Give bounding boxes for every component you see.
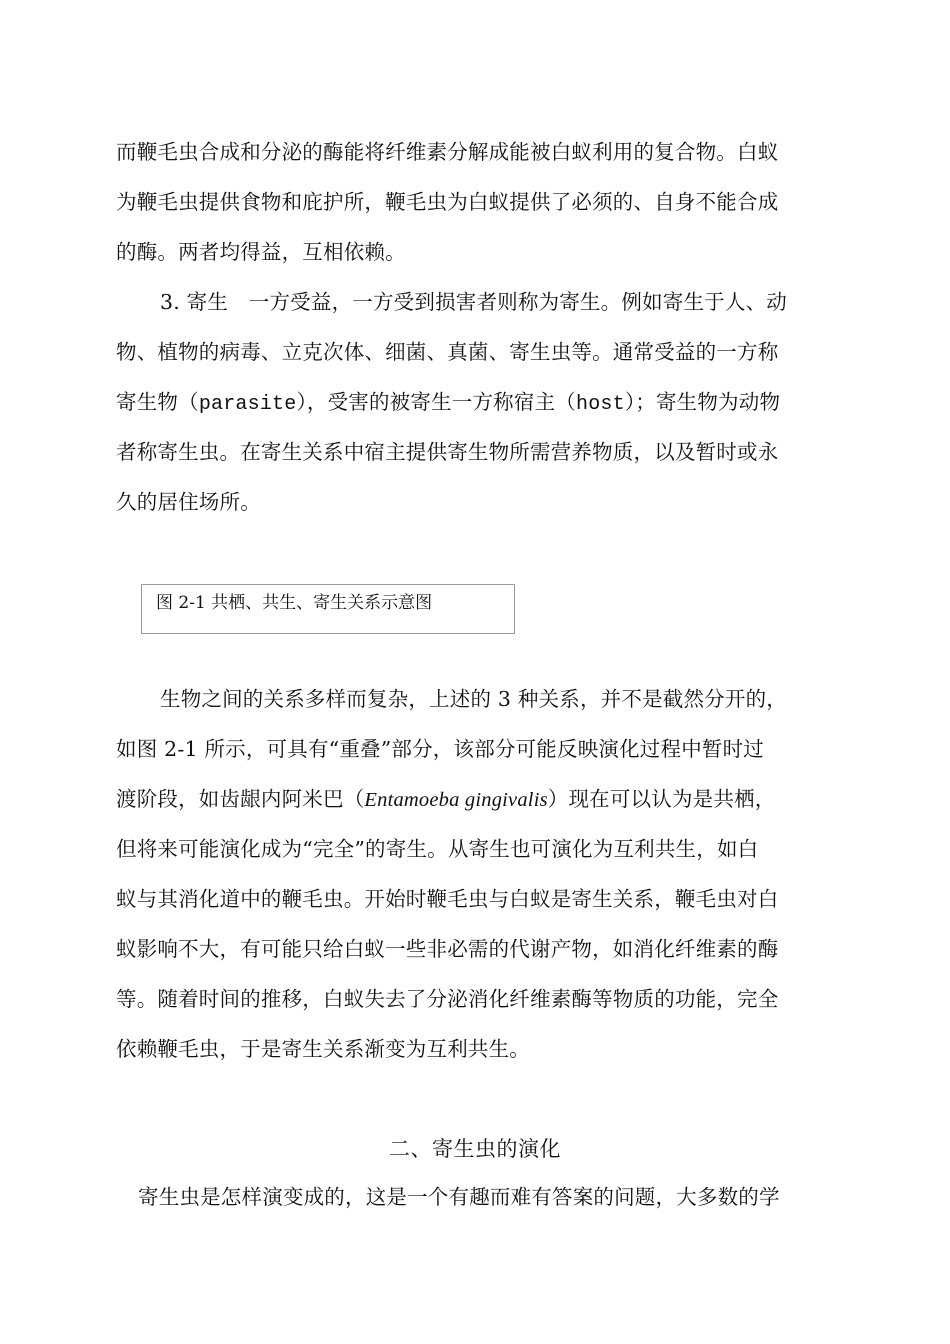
paragraph-line: 的酶。两者均得益，互相依赖。: [116, 240, 406, 264]
text-run: ），受害的被寄生一方称宿主（: [296, 390, 576, 414]
paragraph-line: 久的居住场所。: [116, 490, 261, 514]
paragraph-line: 者称寄生虫。在寄生关系中宿主提供寄生物所需营养物质，以及暂时或永: [116, 440, 779, 464]
figure-caption-box: [141, 584, 515, 634]
latin-term-parasite: parasite: [198, 393, 297, 416]
section-heading: 二、寄生虫的演化: [389, 1137, 561, 1161]
paragraph-line: 寄生虫是怎样演变成的，这是一个有趣而难有答案的问题，大多数的学: [138, 1185, 780, 1209]
paragraph-line: 为鞭毛虫提供食物和庇护所，鞭毛虫为白蚁提供了必须的、自身不能合成: [116, 190, 779, 214]
text-run: ）现在可以认为是共栖，: [547, 787, 776, 811]
paragraph-line: 但将来可能演化成为“完全”的寄生。从寄生也可演化为互利共生，如白: [116, 837, 759, 861]
paragraph-line: [116, 784, 840, 814]
text-run: 寄生物（: [116, 390, 199, 414]
paragraph-line: 依赖鞭毛虫，于是寄生关系渐变为互利共生。: [116, 1037, 530, 1061]
paragraph-line: 生物之间的关系多样而复杂，上述的 3 种关系，并不是截然分开的，: [160, 687, 787, 711]
paragraph-line: 而鞭毛虫合成和分泌的酶能将纤维素分解成能被白蚁利用的复合物。白蚁: [116, 140, 779, 164]
paragraph-line: 蚁与其消化道中的鞭毛虫。开始时鞭毛虫与白蚁是寄生关系，鞭毛虫对白: [116, 887, 779, 911]
paragraph-line: 如图 2-1 所示，可具有“重叠”部分，该部分可能反映演化过程中暂时过: [116, 737, 765, 761]
text-run: ）；寄生物为动物: [624, 390, 781, 414]
paragraph-line: 3. 寄生 一方受益，一方受到损害者则称为寄生。例如寄生于人、动: [160, 290, 787, 314]
paragraph-line: 等。随着时间的推移，白蚁失去了分泌消化纤维素酶等物质的功能，完全: [116, 987, 779, 1011]
paragraph-line: [116, 387, 840, 417]
paragraph-line: 物、植物的病毒、立克次体、细菌、真菌、寄生虫等。通常受益的一方称: [116, 340, 779, 364]
paragraph-line: 蚁影响不大，有可能只给白蚁一些非必需的代谢产物，如消化纤维素的酶: [116, 937, 779, 961]
species-name: Entamoeba gingivalis: [364, 789, 548, 811]
latin-term-host: host: [576, 393, 625, 416]
text-run: 渡阶段，如齿龈内阿米巴（: [116, 787, 365, 811]
figure-caption: 图 2-1 共栖、共生、寄生关系示意图: [156, 593, 433, 613]
